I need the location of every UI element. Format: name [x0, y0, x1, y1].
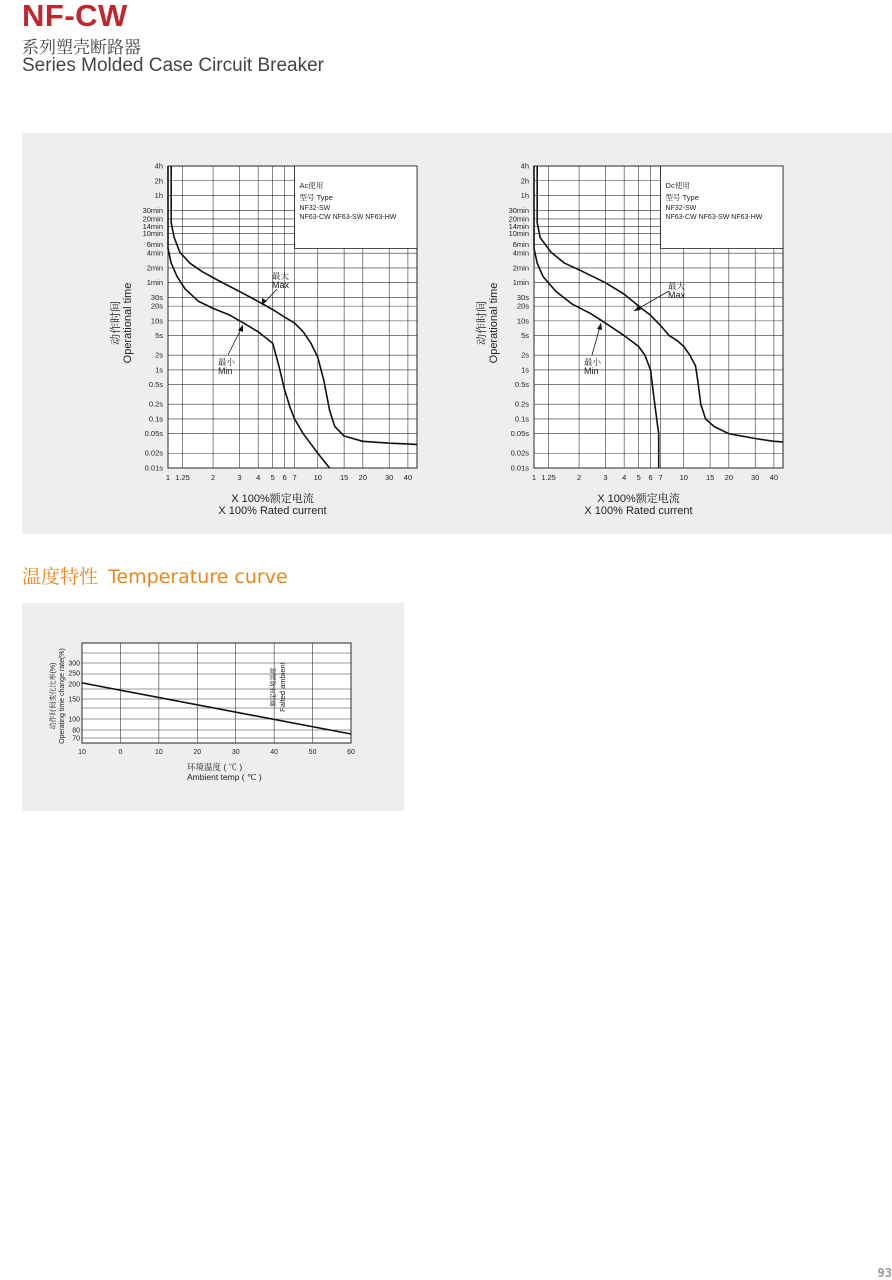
legend-use-label: Dc使用: [665, 181, 690, 190]
y-tick-label: 2h: [520, 176, 529, 186]
legend-models-line2: NF63-CW NF63-SW NF63-HW: [665, 214, 763, 221]
y-tick-label: 4min: [146, 248, 163, 258]
temp-y-tick-label: 150: [68, 696, 80, 704]
x-tick-label: 2: [576, 473, 582, 482]
y-tick-label: 0.2s: [514, 399, 529, 409]
temp-x-tick-label: 10: [78, 749, 86, 756]
x-tick-label: 1: [531, 473, 537, 482]
annotation-label-cn: 最大: [272, 271, 290, 281]
y-tick-label: 4h: [520, 161, 529, 171]
y-axis-title-en: Operational time: [122, 282, 134, 364]
y-tick-label: 0.05s: [144, 429, 163, 439]
x-tick-label: 7: [292, 473, 297, 482]
x-tick-label: 6: [282, 473, 287, 482]
x-tick-label: 5: [636, 473, 641, 482]
x-tick-label: 30: [751, 473, 760, 482]
y-tick-label: 2min: [146, 263, 163, 273]
x-tick-label: 15: [339, 473, 349, 482]
y-tick-label: 2s: [521, 350, 529, 360]
y-tick-label: 0.01s: [144, 463, 163, 473]
annotation-label-cn: 最大: [668, 281, 686, 291]
y-tick-label: 10min: [142, 229, 163, 239]
temp-annotation-cn: 额定环境温度: [270, 667, 277, 707]
subtitle-chinese: 系列塑壳断路器: [22, 38, 141, 58]
y-tick-label: 14min: [142, 222, 163, 232]
annotation-label-cn: 最小: [584, 357, 602, 367]
temp-y-axis-title-cn: 动作时间变化比率(%): [50, 662, 57, 730]
x-tick-label: 15: [705, 473, 715, 482]
y-tick-label: 4min: [512, 248, 529, 258]
y-tick-label: 30s: [150, 292, 163, 302]
y-tick-label: 30s: [516, 292, 529, 302]
y-tick-label: 0.02s: [144, 448, 163, 458]
legend-model-label: 型号 Type: [299, 193, 333, 202]
subtitle-english: Series Molded Case Circuit Breaker: [22, 55, 325, 76]
annotation-label-en: Min: [584, 366, 599, 376]
x-tick-label: 4: [256, 473, 261, 482]
y-tick-label: 20min: [142, 214, 163, 224]
temp-y-tick-label: 250: [68, 670, 80, 678]
tripping-curves-svg: [22, 133, 892, 534]
y-tick-label: 0.01s: [510, 463, 529, 473]
y-tick-label: 6min: [512, 240, 529, 250]
temperature-curve-panel: [22, 603, 404, 811]
x-tick-label: 2: [210, 473, 216, 482]
x-tick-label: 1: [165, 473, 171, 482]
x-tick-label: 10: [313, 473, 322, 482]
temp-x-tick-label: 30: [231, 749, 240, 756]
y-tick-label: 0.2s: [148, 399, 163, 409]
y-tick-label: 30min: [508, 205, 529, 215]
x-tick-label: 20: [358, 473, 368, 482]
annotation-label-en: Max: [272, 280, 290, 290]
temp-annotation-en: Falted ambient: [278, 662, 287, 712]
tripping-curves-panel: [22, 133, 892, 534]
legend-model-label: 型号 Type: [665, 193, 699, 202]
x-tick-label: 1.25: [541, 473, 556, 482]
y-tick-label: 2h: [154, 176, 163, 186]
y-tick-label: 1s: [521, 365, 529, 375]
legend-models-line1: NF32-SW: [299, 205, 331, 212]
temp-x-tick-label: 0: [118, 749, 123, 756]
y-tick-label: 4h: [154, 161, 163, 171]
temp-x-axis-title-cn: 环境温度 ( ℃ ): [187, 762, 243, 772]
annotation-label-en: Min: [218, 366, 233, 376]
x-tick-label: 3: [237, 473, 242, 482]
y-tick-label: 0.02s: [510, 448, 529, 458]
y-axis-title-cn: 动作时间: [476, 301, 488, 345]
y-tick-label: 10s: [516, 316, 529, 326]
temp-y-tick-label: 100: [68, 716, 80, 724]
y-tick-label: 20s: [150, 301, 163, 311]
x-tick-label: 4: [622, 473, 627, 482]
y-axis-title-cn: 动作时间: [110, 301, 122, 345]
temperature-heading-cn: 温度特性: [22, 566, 99, 588]
x-tick-label: 40: [769, 473, 779, 482]
y-tick-label: 10min: [508, 229, 529, 239]
y-tick-label: 1s: [155, 365, 163, 375]
temp-x-tick-label: 40: [270, 749, 279, 756]
y-tick-label: 1min: [146, 278, 163, 288]
temp-y-axis-title-en: Operating time change rate(%): [59, 648, 66, 744]
x-tick-label: 10: [679, 473, 688, 482]
y-tick-label: 0.1s: [514, 414, 529, 424]
temperature-curve-svg: [22, 603, 404, 811]
y-tick-label: 14min: [508, 222, 529, 232]
x-axis-title-en: X 100% Rated current: [584, 505, 693, 517]
page-number: 93: [877, 1266, 892, 1280]
y-tick-label: 0.05s: [510, 429, 529, 439]
y-tick-label: 6min: [146, 240, 163, 250]
y-tick-label: 0.5s: [514, 380, 529, 390]
y-tick-label: 1h: [154, 191, 163, 201]
legend-models-line1: NF32-SW: [665, 205, 697, 212]
y-tick-label: 10s: [150, 316, 163, 326]
x-axis-title-cn: X 100%额定电流: [597, 493, 680, 505]
temp-y-tick-label: 80: [72, 727, 80, 735]
legend-models-line2: NF63-CW NF63-SW NF63-HW: [299, 214, 397, 221]
temp-y-tick-label: 300: [68, 660, 80, 668]
y-tick-label: 1min: [512, 278, 529, 288]
y-tick-label: 2s: [155, 350, 163, 360]
x-axis-title-cn: X 100%额定电流: [231, 493, 314, 505]
product-title: NF-CW: [22, 0, 128, 33]
temperature-heading-en: Temperature curve: [108, 566, 288, 588]
y-tick-label: 20s: [516, 301, 529, 311]
temp-x-tick-label: 60: [347, 749, 355, 756]
annotation-label-cn: 最小: [218, 357, 236, 367]
y-tick-label: 2min: [512, 263, 529, 273]
temperature-heading: [22, 562, 298, 589]
legend-use-label: Ac使用: [299, 181, 324, 190]
temp-plot-area: [82, 643, 351, 743]
temp-y-tick-label: 70: [72, 735, 80, 743]
x-tick-label: 1.25: [175, 473, 190, 482]
x-axis-title-en: X 100% Rated current: [218, 505, 327, 517]
y-axis-title-en: Operational time: [488, 282, 500, 364]
temp-x-axis-title-en: Ambient temp ( ℃ ): [187, 772, 262, 782]
y-tick-label: 0.5s: [148, 380, 163, 390]
y-tick-label: 1h: [520, 191, 529, 201]
y-tick-label: 5s: [155, 331, 163, 341]
annotation-label-en: Max: [668, 290, 686, 300]
y-tick-label: 0.1s: [148, 414, 163, 424]
x-tick-label: 30: [385, 473, 394, 482]
x-tick-label: 40: [403, 473, 413, 482]
x-tick-label: 6: [648, 473, 653, 482]
temp-x-tick-label: 20: [193, 749, 202, 756]
y-tick-label: 30min: [142, 205, 163, 215]
temp-x-tick-label: 50: [308, 749, 317, 756]
x-tick-label: 20: [724, 473, 734, 482]
x-tick-label: 3: [603, 473, 608, 482]
y-tick-label: 20min: [508, 214, 529, 224]
temp-x-tick-label: 10: [154, 749, 163, 756]
x-tick-label: 5: [270, 473, 275, 482]
temp-y-tick-label: 200: [68, 681, 80, 689]
y-tick-label: 5s: [521, 331, 529, 341]
x-tick-label: 7: [658, 473, 663, 482]
